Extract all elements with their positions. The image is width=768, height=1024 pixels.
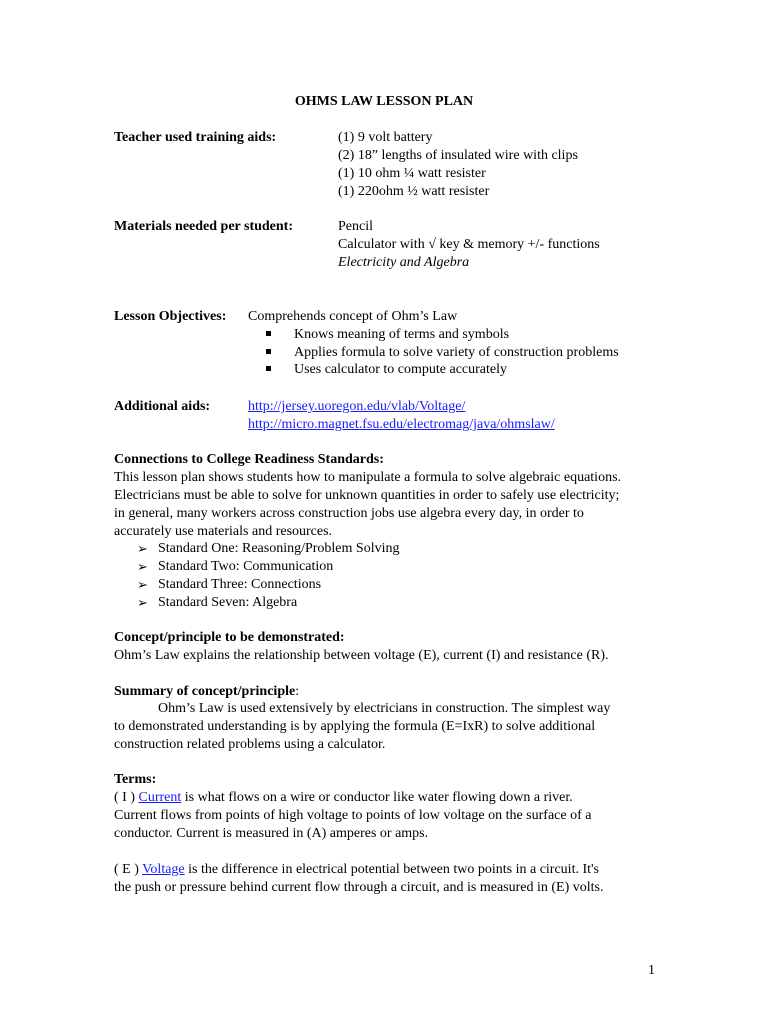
summary-heading: Summary of concept/principle <box>114 684 296 699</box>
current-term-text-line: Current flows from points of high voltage to points of low voltage on the surface of a <box>114 808 592 823</box>
voltage-term-line <box>114 861 599 879</box>
square-bullet-icon <box>266 331 271 336</box>
objectives-intro: Comprehends concept of Ohm’s Law <box>248 309 458 324</box>
voltage-term-definition: is the difference in electrical potential between two points in a circuit. It's <box>184 862 599 877</box>
connections-text-line: in general, many workers across construction jobs use algebra every day, in order to <box>114 506 584 521</box>
summary-text-line: construction related problems using a calculator. <box>114 737 386 752</box>
teacher-aids-label: Teacher used training aids: <box>114 130 277 145</box>
objectives-label: Lesson Objectives: <box>114 309 227 324</box>
square-bullet-icon <box>266 349 271 354</box>
objective-item: Uses calculator to compute accurately <box>294 362 508 377</box>
material-item-book: Electricity and Algebra <box>338 255 470 270</box>
arrow-bullet-icon: ➢ <box>137 595 148 610</box>
current-term-definition: is what flows on a wire or conductor like water flowing down a river. <box>181 790 573 805</box>
teacher-aid-item: (2) 18” lengths of insulated wire with clips <box>338 148 578 163</box>
teacher-aid-item: (1) 220ohm ½ watt resister <box>338 184 490 199</box>
concept-text: Ohm’s Law explains the relationship between voltage (E), current (I) and resistance (R). <box>114 648 609 663</box>
summary-text-line: Ohm’s Law is used extensively by electricians in construction. The simplest way <box>158 701 611 716</box>
voltage-lab-link[interactable]: http://jersey.uoregon.edu/vlab/Voltage/ <box>248 399 466 414</box>
summary-heading-colon: : <box>295 684 300 699</box>
current-term-prefix: ( I ) <box>114 790 139 805</box>
standard-item: Standard Three: Connections <box>158 577 322 592</box>
voltage-term-text-line: the push or pressure behind current flow through a circuit, and is measured in (E) volts. <box>114 880 604 895</box>
square-bullet-icon <box>266 366 271 371</box>
connections-text-line: accurately use materials and resources. <box>114 524 333 539</box>
material-item: Pencil <box>338 219 373 234</box>
connections-heading: Connections to College Readiness Standards: <box>114 452 384 467</box>
page-number: 1 <box>648 963 655 978</box>
materials-label: Materials needed per student: <box>114 219 293 234</box>
standard-item: Standard Two: Communication <box>158 559 334 574</box>
current-term-line <box>114 789 573 807</box>
material-item: Calculator with √ key & memory +/- functions <box>338 237 600 252</box>
arrow-bullet-icon: ➢ <box>137 577 148 592</box>
arrow-bullet-icon: ➢ <box>137 559 148 574</box>
objective-item: Knows meaning of terms and symbols <box>294 327 510 342</box>
arrow-bullet-icon: ➢ <box>137 541 148 556</box>
concept-heading: Concept/principle to be demonstrated: <box>114 630 345 645</box>
terms-heading: Terms: <box>114 772 157 787</box>
teacher-aid-item: (1) 9 volt battery <box>338 130 433 145</box>
objective-item: Applies formula to solve variety of construction problems <box>294 345 619 360</box>
connections-text-line: Electricians must be able to solve for unknown quantities in order to safely use electricity; <box>114 488 620 503</box>
voltage-term-prefix: ( E ) <box>114 862 143 877</box>
teacher-aid-item: (1) 10 ohm ¼ watt resister <box>338 166 486 181</box>
additional-aids-label: Additional aids: <box>114 399 211 414</box>
standard-item: Standard One: Reasoning/Problem Solving <box>158 541 400 556</box>
current-term-link[interactable]: Current <box>138 790 182 805</box>
current-term-text-line: conductor. Current is measured in (A) amperes or amps. <box>114 826 429 841</box>
standard-item: Standard Seven: Algebra <box>158 595 298 610</box>
summary-text-line: to demonstrated understanding is by applying the formula (E=IxR) to solve additional <box>114 719 596 734</box>
connections-text-line: This lesson plan shows students how to manipulate a formula to solve algebraic equations. <box>114 470 622 485</box>
voltage-term-link[interactable]: Voltage <box>142 862 185 877</box>
summary-heading-line <box>114 683 299 701</box>
ohms-law-applet-link[interactable]: http://micro.magnet.fsu.edu/electromag/java/ohmslaw/ <box>248 417 555 432</box>
page-title: OHMS LAW LESSON PLAN <box>294 94 474 109</box>
